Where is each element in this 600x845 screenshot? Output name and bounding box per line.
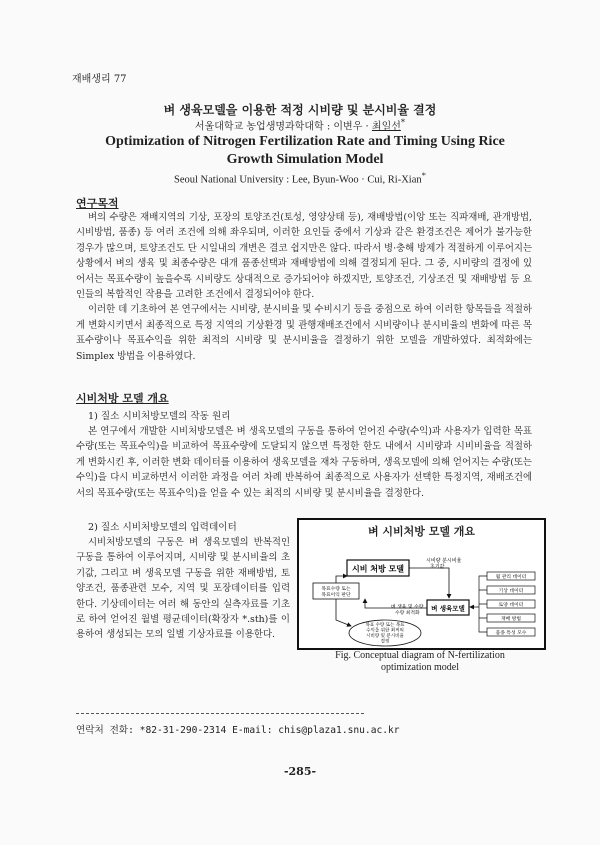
- footer-divider: [76, 713, 364, 714]
- arrow-to-growth-model: [409, 568, 449, 598]
- input-label-3: 토양 데이터: [498, 603, 524, 608]
- input-label-1: 월 관리 데이터: [495, 575, 527, 580]
- contact-info: 연락처 전화: *82-31-290-2314 E-mail: chis@plaza1.snu.ac.kr: [76, 725, 400, 736]
- input-label-2: 기상 데이터: [498, 589, 524, 594]
- input-label-4: 재배 방법: [500, 617, 522, 622]
- init-values-label-1: 시비량 분시비율: [426, 558, 462, 564]
- principle-paragraph: 본 연구에서 개발한 시비처방모델은 벼 생육모델의 구동을 통하여 얻어진 수량(수익)과 사용자가 입력한 목표수량(또는 목표수익)을 비교하여 목표수량에 도달되지 않으면 특정한 한도 내에서 시비량과 시비비율을 적절하게 변화시킨 후, 이러한 변화 데이터를 이용하여 생육모델을 재차 구동하며, 생육모델에 의해 얻어지는 수량(또는 수익)을 다시 비교하면서 이러한 과정을 여러 차례 반복하여 최종적으로 사용자가 선택한 특정지역, 재배조건에서의 목표수량(또는 목표수익)을 얻을 수 있는 최적의 시비량 및 분시비율을 결정한다.: [76, 426, 532, 499]
- caption-line-2: optimization model: [380, 662, 460, 673]
- principle-body: [76, 424, 532, 501]
- input-label-5: 품종 특성 모수: [495, 631, 527, 636]
- output-label-1: 목표 수량 또는 목표: [365, 623, 405, 628]
- authors-english-text: Seoul National University : Lee, Byun-Woo · Cui, Ri-Xian: [174, 174, 422, 186]
- optimize-label-1: 벼 생육 및 수량: [391, 605, 424, 610]
- title-korean: 벼 생육모델을 이용한 적정 시비량 및 분시비율 결정: [163, 103, 437, 117]
- optimize-label-2: 수량 최적화: [395, 611, 420, 616]
- output-label-4: 결정: [380, 639, 390, 645]
- purpose-paragraph-2: 이러한 데 기초하여 본 연구에서는 시비량, 분시비율 및 수비시기 등을 중점으로 하여 이러한 항목들을 적절하게 변화시키면서 최종적으로 특정 지역의 기상환경 및 관행재배조건에서 시비량이나 분시비율의 변화에 따른 목표수량이나 목표수익을 위한 최적의 시비량 및 분시비율을 결정하기 위한 모델을 개발하였다. 최적화에는 Simplex 방법을 이용하였다.: [76, 304, 532, 362]
- corresponding-author: 최일선: [371, 121, 401, 133]
- input-data-paragraph: 시비처방모델의 구동은 벼 생육모델의 반복적인 구동을 통하여 이루어지며, 시비량 및 분시비율의 초기값, 그리고 벼 생육모델 구동을 위한 재배방법, 토양조건, 품종관련 모수, 지역 및 포장데이터를 입력한다. 기상데이터는 여러 해 동안의 실측자료를 기초로 하여 얻어진 월별 평균데이터(확장자 *.sth)를 이용하여 생성되는 모의 일별 기상자료를 이용한다.: [76, 537, 290, 641]
- purpose-paragraph-1: 벼의 수량은 재배지역의 기상, 포장의 토양조건(토성, 영양상태 등), 재배방법(이앙 또는 직파재배, 관개방법, 시비방법, 품종) 등 여러 조건에 의해 좌우되며, 이러한 요인들 중에서 기상과 같은 환경조건은 제어가 불가능한 경우가 많으며, 토양조건도 단 시일내의 개변은 결코 쉽지만은 않다. 따라서 병·충해 방제가 적절하게 이루어지는 상황에서 벼의 생육 및 최종수량은 대개 품종선택과 재배방법에 의해 결정되게 된다. 그 중, 시비량의 결정에 있어서는 목표수량이 높을수록 시비량도 상대적으로 증가되어야 하겠지만, 토양조건, 기상조건 및 재배방법 등 요인들의 복합적인 작용을 고려한 조건에서 결정되어야 한다.: [76, 212, 532, 301]
- arrow-to-output: [336, 599, 351, 626]
- subsection-principle: 1) 질소 시비처방모델의 작동 원리: [88, 411, 231, 422]
- figure-caption: [300, 650, 540, 674]
- target-label-2: 목표이익 판단: [321, 593, 351, 598]
- subsection-input-data: 2) 질소 시비처방모델의 입력데이터: [88, 522, 237, 533]
- target-label-1: 목표수량 또는: [321, 587, 351, 592]
- arrow-target-to-model: [336, 576, 347, 583]
- prescription-model-label: 시비 처방 모델: [352, 564, 404, 574]
- corresponding-mark: *: [400, 117, 406, 127]
- title-english-line2: Growth Simulation Model: [226, 152, 384, 167]
- section-heading-model-overview: 시비처방 모델 개요: [76, 392, 169, 405]
- authors-english-mark: *: [421, 170, 426, 180]
- diagram-canvas: [299, 520, 544, 648]
- model-diagram: [297, 518, 546, 650]
- growth-model-label: 벼 생육모델: [431, 604, 465, 613]
- session-label: 재배생리 77: [72, 74, 127, 85]
- authors-korean: [0, 117, 600, 132]
- title-english: [70, 133, 540, 169]
- input-bracket: [479, 576, 487, 632]
- init-values-label-2: 초기값: [430, 564, 445, 570]
- input-data-body: [76, 535, 290, 643]
- affiliation-korean: 서울대학교 농업생명과학대학 : 이변우 ·: [194, 121, 372, 133]
- section-heading-purpose: 연구목적: [76, 197, 119, 210]
- title-english-line1: Optimization of Nitrogen Fertilization Rate and Timing Using Rice: [105, 134, 505, 149]
- page-number: -285-: [283, 765, 317, 778]
- authors-english: [0, 170, 600, 186]
- caption-line-1: Fig. Conceptual diagram of N-fertilization: [335, 650, 505, 661]
- output-label-2: 수익을 위한 최적의: [366, 628, 404, 634]
- section-purpose-body: [76, 210, 532, 364]
- output-label-3: 시비량 및 분시비율: [366, 634, 404, 639]
- diagram-title: 벼 시비처방 모델 개요: [367, 525, 476, 538]
